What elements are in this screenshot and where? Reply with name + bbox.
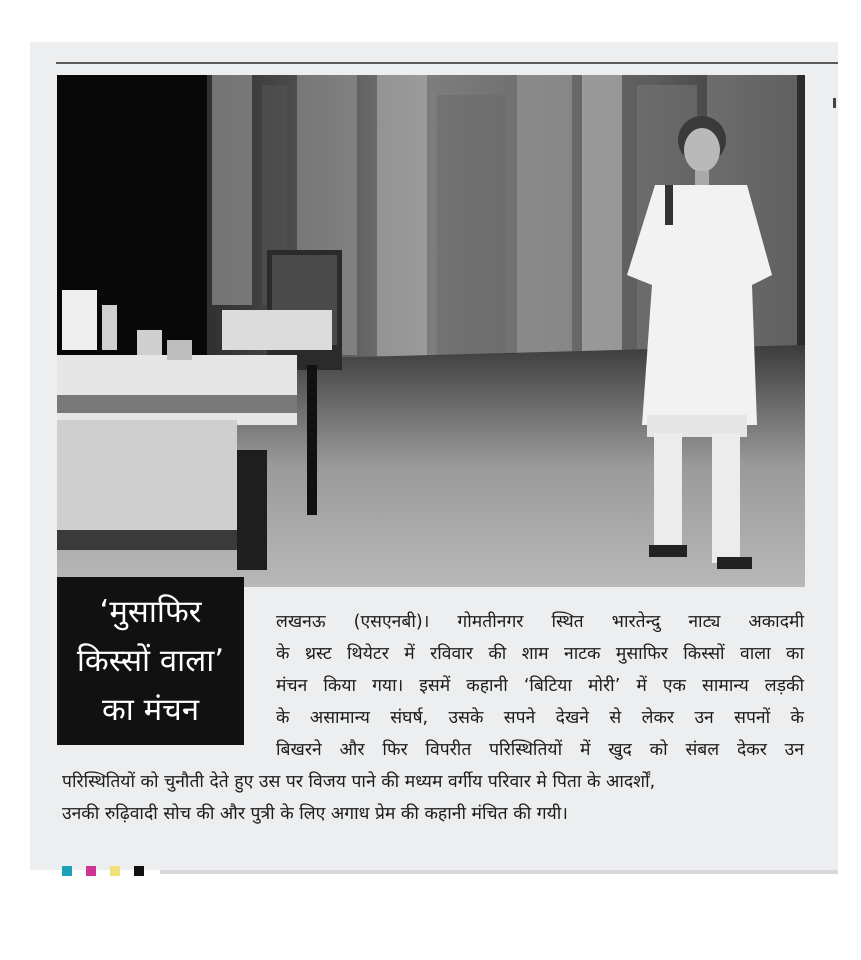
registration-mark (62, 866, 72, 876)
article-line: मंचन किया गया। इसमें कहानी ‘बिटिया मोरी’ में एक सामान्य लड़की (276, 676, 804, 696)
headline-box (57, 577, 244, 745)
bottom-rule (160, 870, 838, 874)
headline-line: किस्सों वाला’ (76, 642, 225, 679)
stage-photo (57, 75, 805, 587)
registration-mark (134, 866, 144, 876)
article-line: बिखरने और फिर विपरीत परिस्थितियों में खुद को संबल देकर उन (276, 740, 804, 760)
article-body (276, 606, 804, 766)
headline-line: का मंचन (101, 691, 200, 728)
article-body-wide (62, 766, 806, 830)
article-line: के असामान्य संघर्ष, उसके सपने देखने से लेकर उन सपनों के (276, 708, 804, 728)
article-line: के थ्रस्ट थियेटर में रविवार की शाम नाटक मुसाफिर किस्सों वाला का (276, 644, 804, 664)
article-line: उनकी रुढ़िवादी सोच की और पुत्री के लिए अगाध प्रेम की कहानी मंचित की गयी। (62, 804, 568, 824)
registration-mark (110, 866, 120, 876)
top-rule (56, 62, 838, 64)
article-line: लखनऊ (एसएनबी)। गोमतीनगर स्थित भारतेन्दु नाट्य अकादमी (276, 612, 804, 632)
headline-line: ‘मुसाफिर (99, 593, 202, 630)
registration-mark (86, 866, 96, 876)
edge-mark (833, 98, 836, 108)
article-line: परिस्थितियों को चुनौती देते हुए उस पर विजय पाने की मध्यम वर्गीय परिवार मे पिता के आदर्शों, (62, 772, 656, 792)
